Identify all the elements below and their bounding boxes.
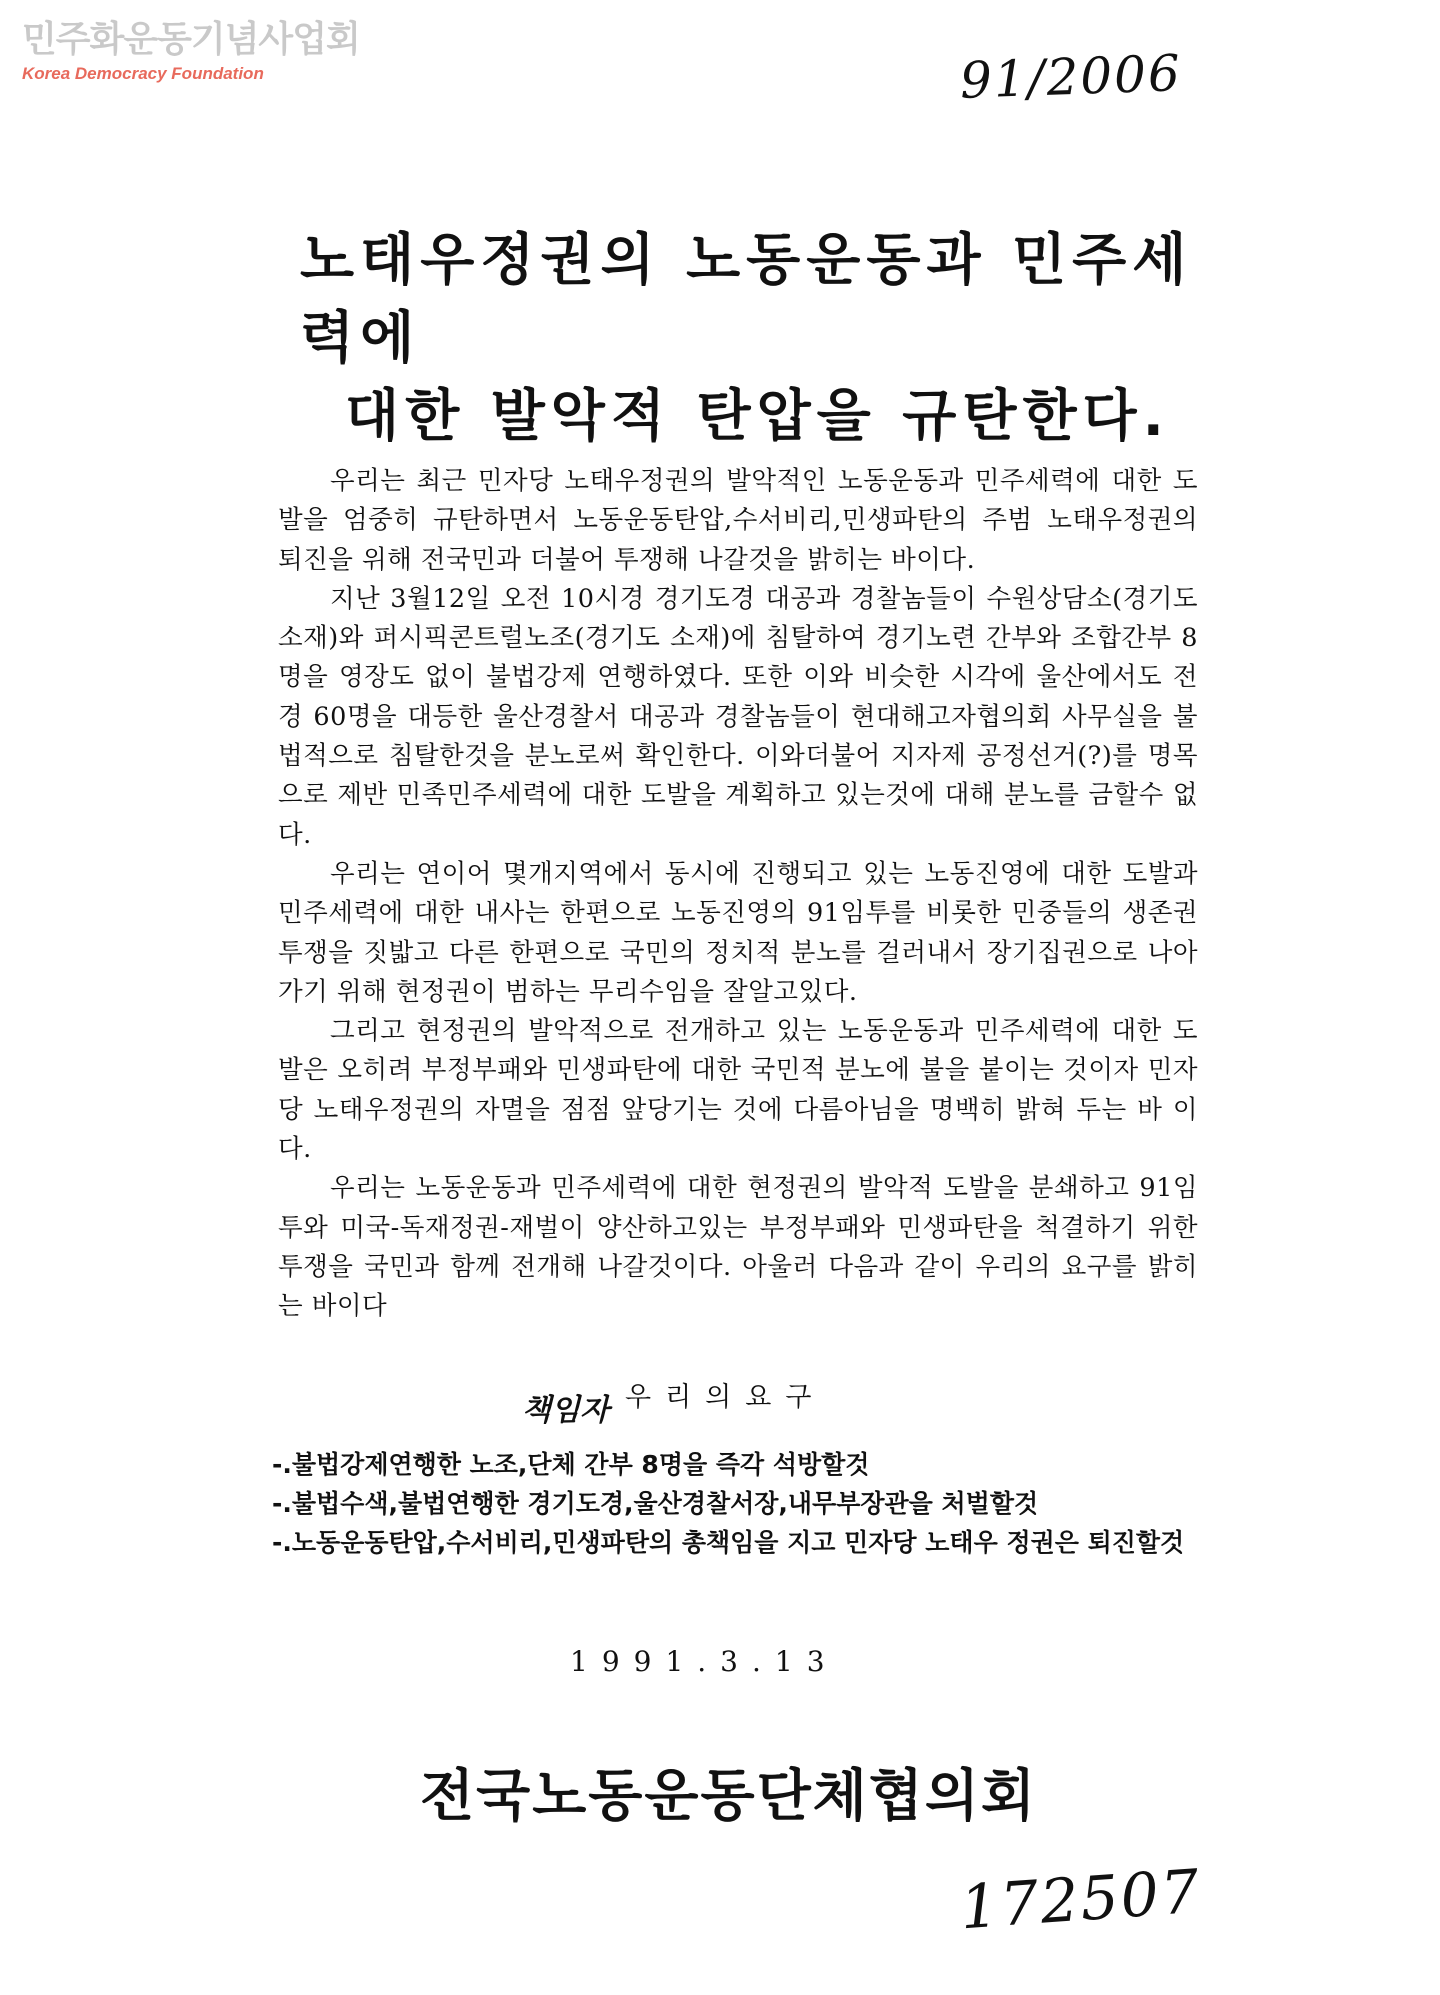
paragraph-3: 우리는 연이어 몇개지역에서 동시에 진행되고 있는 노동진영에 대한 도발과 민주세력에 대한 내사는 한편으로 노동진영의 91임투를 비롯한 민중들의 생존권 투쟁을 짓밟고 다른 한편으로 국민의 정치적 분노를 걸러내서 장기집권으로 나아가기 위해 현정권이 범하는 무리수임을 잘알고있다. [278, 858, 1198, 1007]
handwritten-margin-note: 책임자 [522, 1393, 609, 1428]
watermark-english: Korea Democracy Foundation [22, 64, 264, 83]
title-line-2: 대한 발악적 탄압을 규탄한다. [345, 384, 1170, 449]
demands-heading: 우리의요구 [625, 1382, 826, 1413]
document-date: 1991.3.13 [570, 1645, 839, 1678]
paragraph-5: 우리는 노동운동과 민주세력에 대한 현정권의 발악적 도발을 분쇄하고 91임투와 미국-독재정권-재벌이 양산하고있는 부정부패와 민생파탄을 척결하기 위한 투쟁을 국민과 함께 전개해 나갈것이다. 아울러 다음과 같이 우리의 요구를 밝히는 바이다 [278, 1173, 1198, 1322]
demand-item: -.노동운동탄압,수서비리,민생파탄의 총책임을 지고 민자당 노태우 정권은 퇴진할것 [272, 1528, 1185, 1557]
watermark-korean: 민주화운동기념사업회 [22, 19, 360, 60]
paragraph-2: 지난 3월12일 오전 10시경 경기도경 대공과 경찰놈들이 수원상담소(경기도 소재)와 퍼시픽콘트럴노조(경기도 소재)에 침탈하여 경기노련 간부와 조합간부 8명을 영장도 없이 불법강제 연행하였다. 또한 이와 비슷한 시각에 울산에서도 전경 60명을 대등한 울산경찰서 대공과 경찰놈들이 현대해고자협의회 사무실을 불법적으로 침탈한것을 분노로써 확인한다. 이와더불어 지자제 공정선거(?)를 명목으로 제반 민족민주세력에 대한 도발을 계획하고 있는것에 대해 분노를 금할수 없다. [278, 583, 1198, 850]
handwritten-doc-number: 91/2006 [959, 44, 1183, 110]
paragraph-1: 우리는 최근 민자당 노태우정권의 발악적인 노동운동과 민주세력에 대한 도발을 엄중히 규탄하면서 노동운동탄압,수서비리,민생파탄의 주범 노태우정권의 퇴진을 위해 전국민과 더불어 투쟁해 나갈것을 밝히는 바이다. [278, 466, 1198, 575]
demand-item: -.불법수색,불법연행한 경기도경,울산경찰서장,내무부장관을 처벌할것 [272, 1489, 1039, 1518]
foundation-watermark [22, 18, 360, 84]
handwritten-archive-number: 172507 [957, 1856, 1204, 1944]
issuing-organization: 전국노동운동단체협의회 [420, 1763, 1038, 1829]
demands-list [272, 1445, 1212, 1562]
document-body [278, 462, 1198, 1327]
title-line-1: 노태우정권의 노동운동과 민주세력에 [300, 228, 1193, 371]
document-title [300, 222, 1220, 456]
paragraph-4: 그리고 현정권의 발악적으로 전개하고 있는 노동운동과 민주세력에 대한 도발은 오히려 부정부패와 민생파탄에 대한 국민적 분노에 불을 붙이는 것이자 민자당 노태우정권의 자멸을 점점 앞당기는 것에 다름아님을 명백히 밝혀 두는 바 이다. [278, 1016, 1198, 1165]
demand-item: -.불법강제연행한 노조,단체 간부 8명을 즉각 석방할것 [272, 1450, 870, 1479]
